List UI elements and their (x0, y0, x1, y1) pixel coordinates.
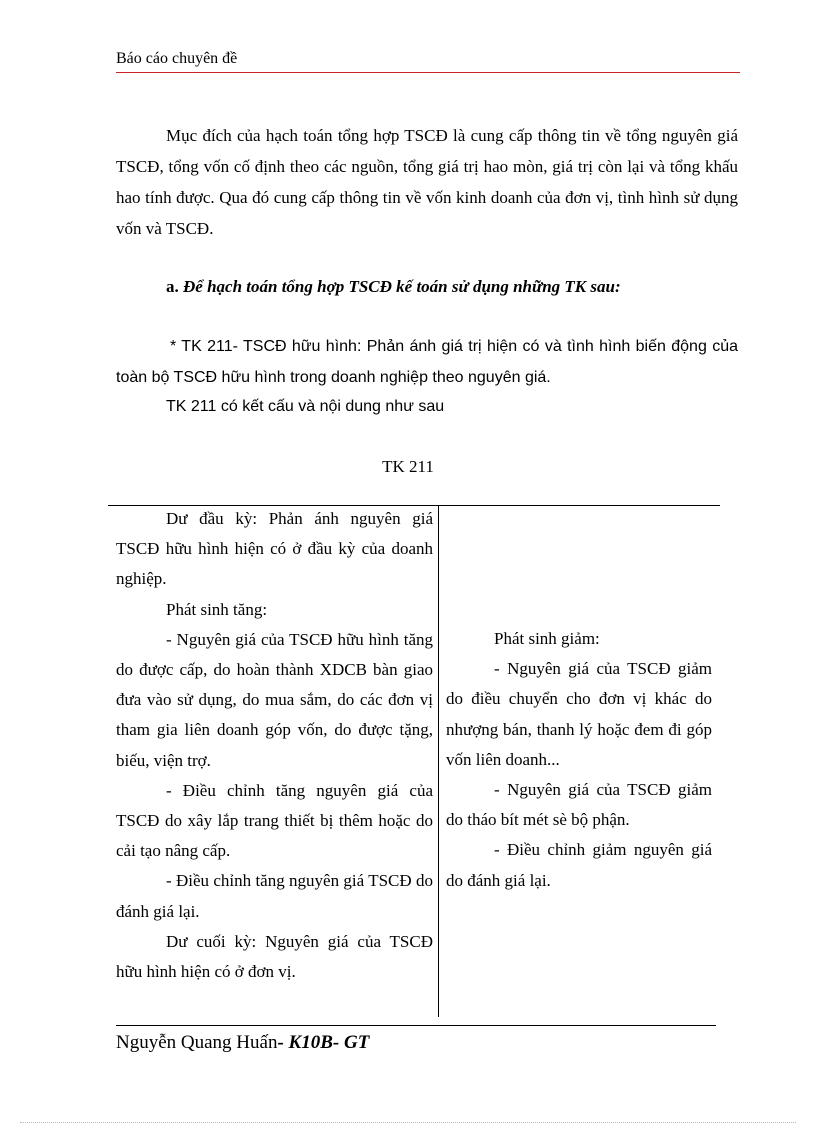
intro-paragraph: Mục đích của hạch toán tổng hợp TSCĐ là cung cấp thông tin về tổng nguyên giá TSCĐ, tổng vốn cố định theo các nguồn, tổng giá trị hao mòn, giá trị còn lại và tổng khấu hao tính được. Qua đó cung cấp thông tin về vốn kinh doanh của đơn vị, tình hình sử dụng vốn và TSCĐ. (116, 126, 738, 238)
t-account-credit-column (446, 624, 712, 896)
section-heading-prefix: a. (166, 277, 179, 296)
debit-closing-balance: Dư cuối kỳ: Nguyên giá của TSCĐ hữu hình hiện có ở đơn vị. (116, 931, 433, 982)
header-title: Báo cáo chuyên đề (116, 50, 238, 67)
debit-increase-item-2: - Điều chỉnh tăng nguyên giá của TSCĐ do xây lắp trang thiết bị thêm hoặc do cải tạo nâng cấp. (116, 780, 433, 861)
running-footer (116, 1029, 369, 1057)
section-heading (166, 273, 621, 301)
tk211-paragraph-text: * TK 211- TSCĐ hữu hình: Phản ánh giá trị hiện có và tình hình biến động của toàn bộ TSCĐ hữu hình trong doanh nghiệp theo nguyên giá. (116, 338, 738, 386)
debit-increase-item-3: - Điều chỉnh tăng nguyên giá TSCĐ do đánh giá lại. (116, 871, 433, 921)
credit-decrease-item-2: - Nguyên giá của TSCĐ giảm do tháo bít mét sè bộ phận. (446, 780, 712, 830)
footer-class-code: - K10B- GT (277, 1032, 370, 1053)
footer-rule (116, 1025, 716, 1026)
debit-opening-balance: Dư đầu kỳ: Phản ánh nguyên giá TSCĐ hữu hình hiện có ở đầu kỳ của doanh nghiệp. (116, 509, 433, 589)
footer-author: Nguyễn Quang Huấn (116, 1032, 278, 1053)
debit-increase-item-1: - Nguyên giá của TSCĐ hữu hình tăng do được cấp, do hoàn thành XDCB bàn giao đưa vào sử dụng, do mua sắm, do các đơn vị tham gia liên doanh góp vốn, do được tặng, biếu, viện trợ. (116, 629, 433, 770)
credit-decrease-title: Phát sinh giảm: (494, 629, 600, 648)
credit-decrease-item-3: - Điều chỉnh giảm nguyên giá do đánh giá lại. (446, 840, 712, 890)
running-header (116, 48, 740, 73)
structure-line: TK 211 có kết cấu và nội dung như sau (166, 398, 445, 415)
t-account-debit-column (116, 504, 433, 987)
tk211-paragraph (116, 331, 738, 393)
section-heading-text: Để hạch toán tổng hợp TSCĐ kế toán sử dụng những TK sau: (183, 277, 621, 296)
debit-increase-title: Phát sinh tăng: (166, 599, 268, 619)
t-account-vertical-rule (438, 505, 439, 1017)
credit-decrease-item-1: - Nguyên giá của TSCĐ giảm do điều chuyển cho đơn vị khác do nhượng bán, thanh lý hoặc đem đi góp vốn liên doanh... (446, 659, 712, 769)
t-account-title: TK 211 (382, 457, 434, 476)
